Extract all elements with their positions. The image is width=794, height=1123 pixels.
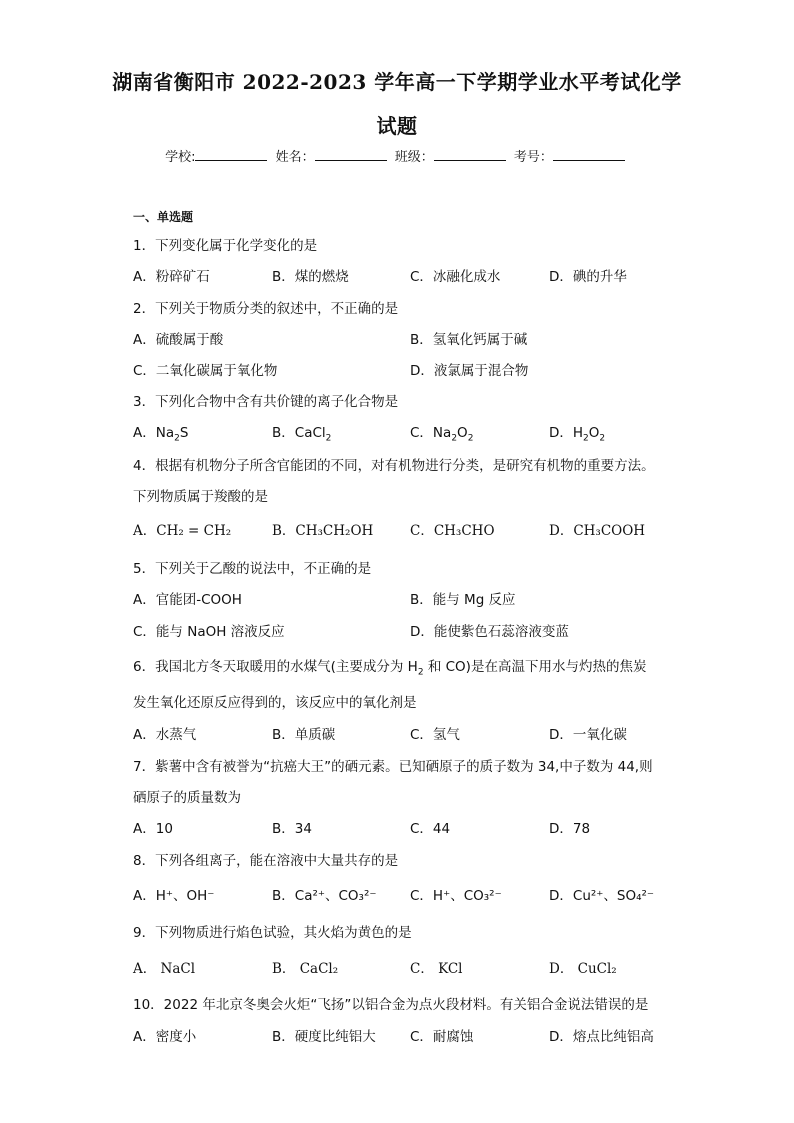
q5-option-d: D．能使紫色石蕊溶液变蓝 xyxy=(410,624,569,640)
name-label: 姓名： xyxy=(275,150,315,165)
q10-option-b: B．硬度比纯铝大 xyxy=(272,1029,376,1045)
q3-option-c: C．$Na_2O_2$ xyxy=(410,425,474,444)
class-label: 班级： xyxy=(394,150,434,165)
q9-option-d: D． CuCl₂ xyxy=(549,961,617,977)
q3-stem: 3．下列化合物中含有共价键的离子化合物是 xyxy=(133,394,399,410)
q9-option-b: B． CaCl₂ xyxy=(272,961,339,977)
q4-option-b: B．CH₃CH₂OH xyxy=(272,523,374,539)
q10-stem: 10．2022 年北京冬奥会火炬“飞扬”以铝合金为点火段材料。有关铝合金说法错误的是 xyxy=(133,997,649,1013)
q9-option-a: A． NaCl xyxy=(133,961,196,977)
q7-option-c: C．44 xyxy=(410,821,451,837)
q10-option-c: C．耐腐蚀 xyxy=(410,1029,474,1045)
q2-stem: 2．下列关于物质分类的叙述中，不正确的是 xyxy=(133,301,399,317)
q4-option-d: D．CH₃COOH xyxy=(549,523,646,539)
student-info-row xyxy=(0,146,794,165)
q8-option-c: C．H⁺、CO₃²⁻ xyxy=(410,888,502,904)
q10-option-d: D．熔点比纯铝高 xyxy=(549,1029,654,1045)
q5-stem: 5．下列关于乙酸的说法中，不正确的是 xyxy=(133,561,372,577)
q2-option-c: C．二氧化碳属于氧化物 xyxy=(133,363,278,379)
q8-option-d: D．Cu²⁺、SO₄²⁻ xyxy=(549,888,655,904)
q5-option-b: B．能与 Mg 反应 xyxy=(410,592,516,608)
number-blank[interactable] xyxy=(553,148,625,161)
q1-stem: 1．下列变化属于化学变化的是 xyxy=(133,238,318,254)
q2-option-b: B．氢氧化钙属于碱 xyxy=(410,332,528,348)
q7-stem-line2: 硒原子的质量数为 xyxy=(133,790,241,806)
q3-option-d: D．$H_2O_2$ xyxy=(549,425,606,444)
q6-option-b: B．单质碳 xyxy=(272,727,336,743)
q4-stem-line2: 下列物质属于羧酸的是 xyxy=(133,489,268,505)
school-label: 学校: xyxy=(165,150,196,165)
q6-option-d: D．一氧化碳 xyxy=(549,727,627,743)
page-title-line2: 试题 xyxy=(376,114,418,138)
page-title-line1: 湖南省衡阳市 2022-2023 学年高一下学期学业水平考试化学 xyxy=(112,70,682,94)
q4-option-c: C．CH₃CHO xyxy=(410,523,495,539)
q8-option-b: B．Ca²⁺、CO₃²⁻ xyxy=(272,888,377,904)
q10-option-a: A．密度小 xyxy=(133,1029,197,1045)
class-blank[interactable] xyxy=(434,148,506,161)
q1-option-c: C．冰融化成水 xyxy=(410,269,501,285)
q4-stem-line1: 4．根据有机物分子所含官能团的不同，对有机物进行分类，是研究有机物的重要方法。 xyxy=(133,458,655,474)
q7-option-a: A．10 xyxy=(133,821,173,837)
q5-option-a: A．官能团-COOH xyxy=(133,592,242,608)
q4-option-a: A．CH₂ = CH₂ xyxy=(133,523,232,539)
q6-stem-line2: 发生氧化还原反应得到的，该反应中的氧化剂是 xyxy=(133,695,417,711)
q2-option-a: A．硫酸属于酸 xyxy=(133,332,224,348)
q6-stem-line1: 6．我国北方冬天取暖用的水煤气(主要成分为 $H_2$ 和 CO)是在高温下用水与灼热的焦炭 xyxy=(133,659,647,678)
q9-option-c: C． KCl xyxy=(410,961,463,977)
section-heading: 一、单选题 xyxy=(133,210,194,224)
q5-option-c: C．能与 NaOH 溶液反应 xyxy=(133,624,285,640)
number-label: 考号： xyxy=(513,150,553,165)
name-blank[interactable] xyxy=(315,148,387,161)
q2-option-d: D．液氯属于混合物 xyxy=(410,363,529,379)
q1-option-b: B．煤的燃烧 xyxy=(272,269,349,285)
q9-stem: 9．下列物质进行焰色试验，其火焰为黄色的是 xyxy=(133,925,412,941)
q6-option-a: A．水蒸气 xyxy=(133,727,197,743)
q7-stem-line1: 7．紫薯中含有被誉为“抗癌大王”的硒元素。已知硒原子的质子数为 34,中子数为 44,则 xyxy=(133,759,653,775)
q7-option-d: D．78 xyxy=(549,821,591,837)
q3-option-b: B．CaCl$_2$ xyxy=(272,425,332,444)
q3-option-a: A．$Na_2S$ xyxy=(133,425,189,444)
q6-option-c: C．氢气 xyxy=(410,727,460,743)
school-blank[interactable] xyxy=(195,148,267,161)
q7-option-b: B．34 xyxy=(272,821,312,837)
q8-stem: 8．下列各组离子，能在溶液中大量共存的是 xyxy=(133,853,399,869)
q1-option-a: A．粉碎矿石 xyxy=(133,269,210,285)
q1-option-d: D．碘的升华 xyxy=(549,269,627,285)
q8-option-a: A．H⁺、OH⁻ xyxy=(133,888,215,904)
